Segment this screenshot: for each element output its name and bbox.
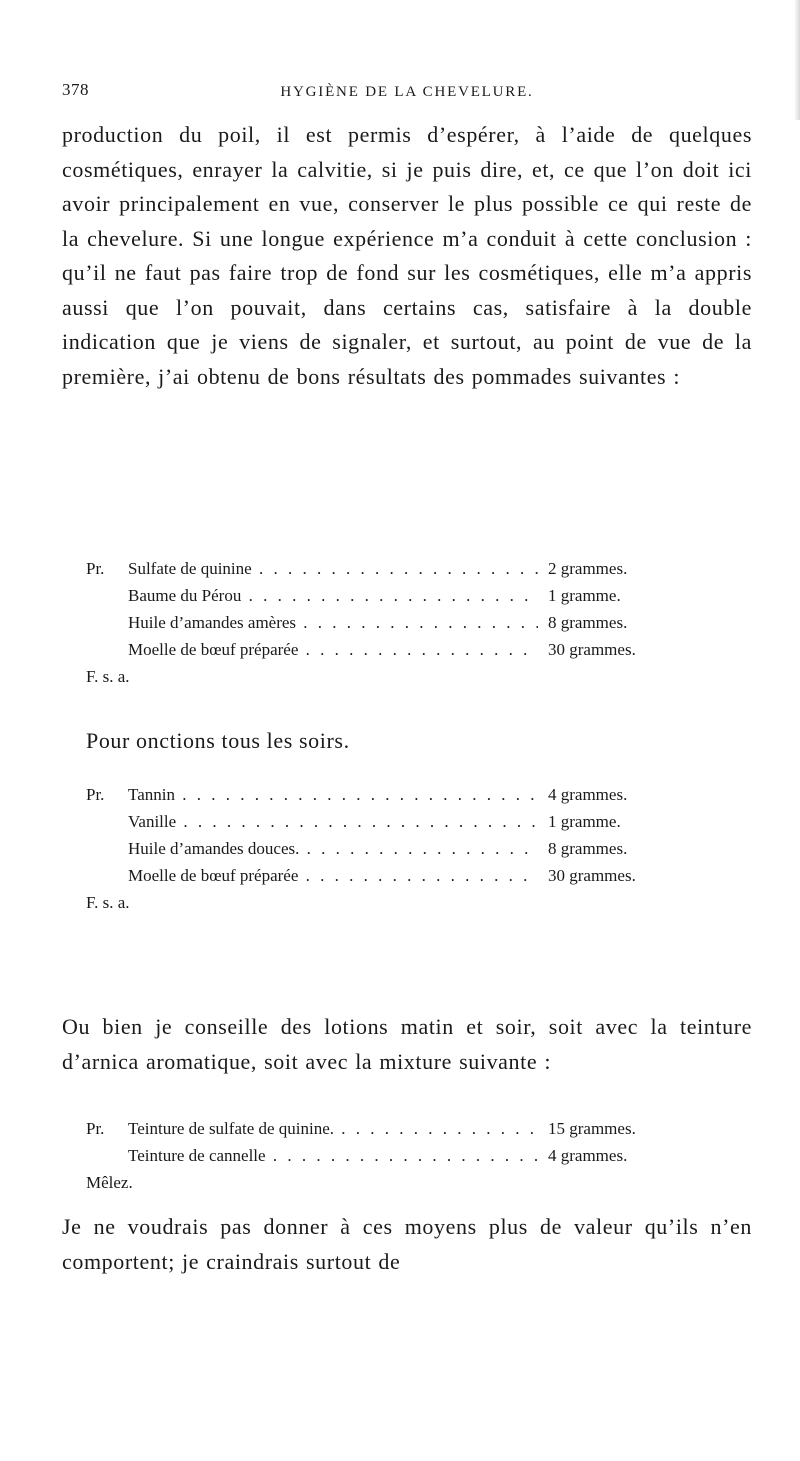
ingredient-quantity: 2 grammes. bbox=[548, 559, 628, 578]
ingredient-quantity: 30 grammes. bbox=[548, 640, 636, 659]
ingredient-name: Huile d’amandes douces. . . . bbox=[128, 835, 538, 862]
ingredient-name: Huile d’amandes amères . . . bbox=[128, 609, 538, 636]
running-title: HYGIÈNE DE LA CHEVELURE. bbox=[280, 84, 534, 100]
recipe-row bbox=[86, 582, 726, 609]
ingredient-quantity: 1 gramme. bbox=[548, 586, 621, 605]
recipe-row bbox=[86, 781, 726, 808]
recipe-prefix: Pr. bbox=[86, 785, 105, 804]
recipe-row bbox=[86, 862, 726, 889]
paragraph-closing: Je ne voudrais pas donner à ces moyens plus de valeur qu’ils n’en comportent; je craindrais surtout de bbox=[62, 1214, 752, 1274]
recipe-note: F. s. a. bbox=[86, 667, 130, 686]
ingredient-name: Moelle de bœuf préparée . . . bbox=[128, 636, 538, 663]
page-number: 378 bbox=[62, 80, 89, 99]
ingredient-quantity: 1 gramme. bbox=[548, 812, 621, 831]
ingredient-quantity: 8 grammes. bbox=[548, 839, 628, 858]
page-header bbox=[62, 78, 752, 118]
ingredient-quantity: 15 grammes. bbox=[548, 1119, 636, 1138]
paragraph-lotions: Ou bien je conseille des lotions matin et soir, soit avec la teinture d’arnica aromatique, soit avec la mixture suivante : bbox=[62, 1014, 752, 1074]
paragraph-intro: production du poil, il est permis d’espérer, à l’aide de quelques cosmétiques, enrayer la calvitie, si je puis dire, et, ce que l’on doit ici avoir principalement en vue, conserver le plus possible ce qui reste de la chevelure. Si une longue expérience m’a conduit à cette conclusion : qu’il ne faut pas faire trop de fond sur les cosmétiques, elle m’a appris aussi que l’on pouvait, dans certains cas, satisfaire à la double indication que je viens de signaler, et surtout, au point de vue de la première, j’ai obtenu de bons résultats des pommades suivantes : bbox=[62, 122, 752, 389]
recipe-row bbox=[86, 555, 726, 582]
recipe-prefix: Pr. bbox=[86, 1119, 105, 1138]
ingredient-name: Vanille . . . bbox=[128, 808, 538, 835]
recipe-row bbox=[86, 636, 726, 663]
ingredient-quantity: 30 grammes. bbox=[548, 866, 636, 885]
recipe-row bbox=[86, 808, 726, 835]
recipe-pommade-tannin bbox=[86, 781, 726, 916]
recipe-note: F. s. a. bbox=[86, 893, 130, 912]
ingredient-name: Tannin . . . bbox=[128, 781, 538, 808]
recipe-row bbox=[86, 1142, 726, 1169]
page-edge-shadow bbox=[794, 0, 800, 120]
ingredient-quantity: 4 grammes. bbox=[548, 1146, 628, 1165]
ingredient-quantity: 4 grammes. bbox=[548, 785, 628, 804]
recipe-mixture bbox=[86, 1115, 726, 1196]
ingredient-name: Teinture de sulfate de quinine. . . . bbox=[128, 1115, 538, 1142]
recipe-pommade-quinine bbox=[86, 555, 726, 690]
recipe-caption: Pour onctions tous les soirs. bbox=[86, 728, 350, 753]
ingredient-name: Baume du Pérou . . . bbox=[128, 582, 538, 609]
recipe-row bbox=[86, 1115, 726, 1142]
recipe-row bbox=[86, 609, 726, 636]
recipe-row bbox=[86, 835, 726, 862]
ingredient-name: Teinture de cannelle . . . bbox=[128, 1142, 538, 1169]
ingredient-name: Sulfate de quinine . . . bbox=[128, 555, 538, 582]
ingredient-name: Moelle de bœuf préparée . . . bbox=[128, 862, 538, 889]
ingredient-quantity: 8 grammes. bbox=[548, 613, 628, 632]
recipe-prefix: Pr. bbox=[86, 559, 105, 578]
recipe-note: Mêlez. bbox=[86, 1173, 133, 1192]
